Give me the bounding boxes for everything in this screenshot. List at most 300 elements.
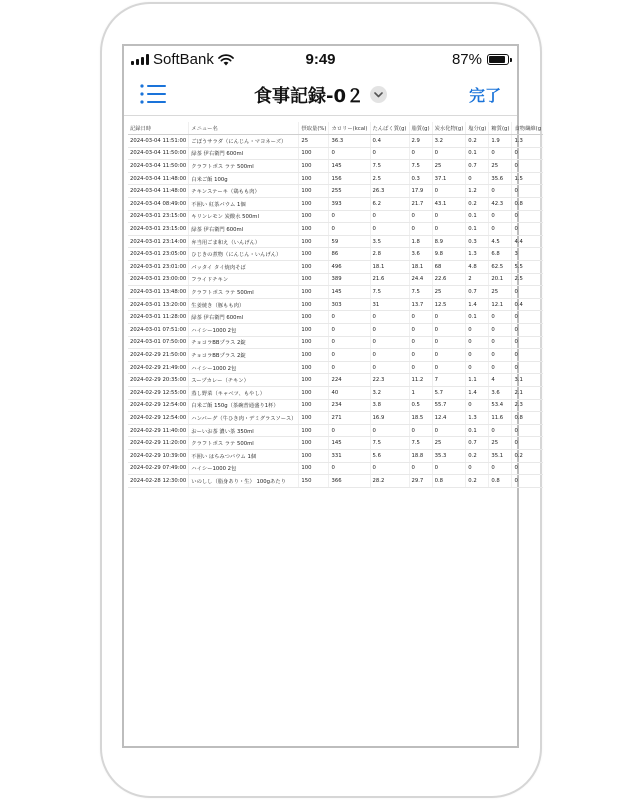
- table-cell[interactable]: 100: [299, 273, 329, 286]
- table-cell[interactable]: 100: [299, 298, 329, 311]
- table-cell[interactable]: 0.1: [466, 311, 489, 324]
- table-cell[interactable]: 2024-02-29 20:35:00: [128, 374, 189, 387]
- table-row[interactable]: [128, 336, 543, 349]
- table-cell[interactable]: 0: [512, 286, 543, 299]
- table-cell[interactable]: 0: [409, 311, 432, 324]
- table-cell[interactable]: ハンバーグ（牛ひき肉・デミグラスソース）: [189, 412, 299, 425]
- table-cell[interactable]: 100: [299, 311, 329, 324]
- table-cell[interactable]: 0.4: [370, 135, 409, 148]
- done-button[interactable]: 完了: [468, 86, 501, 105]
- table-cell[interactable]: 0: [512, 437, 543, 450]
- table-cell[interactable]: 25: [299, 135, 329, 148]
- table-row[interactable]: [128, 311, 543, 324]
- table-cell[interactable]: 2024-02-29 10:39:00: [128, 449, 189, 462]
- table-cell[interactable]: 0: [409, 462, 432, 475]
- table-cell[interactable]: 0: [432, 324, 466, 337]
- table-cell[interactable]: 4: [489, 374, 512, 387]
- table-cell[interactable]: 234: [329, 399, 370, 412]
- table-cell[interactable]: 0: [432, 311, 466, 324]
- table-cell[interactable]: 0: [409, 147, 432, 160]
- table-cell[interactable]: 2024-02-29 21:50:00: [128, 349, 189, 362]
- table-cell[interactable]: 145: [329, 437, 370, 450]
- table-cell[interactable]: 緑茶 伊右衛門 600ml: [189, 223, 299, 236]
- table-cell[interactable]: 0: [432, 462, 466, 475]
- table-cell[interactable]: 9.8: [432, 248, 466, 261]
- table-cell[interactable]: 2024-03-01 07:50:00: [128, 336, 189, 349]
- table-cell[interactable]: 100: [299, 462, 329, 475]
- table-cell[interactable]: 1.3: [512, 135, 543, 148]
- table-cell[interactable]: 6.8: [489, 248, 512, 261]
- table-cell[interactable]: 不囲い はちみつバウム 1個: [189, 449, 299, 462]
- table-cell[interactable]: 0: [432, 349, 466, 362]
- table-cell[interactable]: 2: [466, 273, 489, 286]
- table-cell[interactable]: 0: [489, 210, 512, 223]
- table-cell[interactable]: 1.2: [466, 185, 489, 198]
- table-cell[interactable]: 0: [329, 147, 370, 160]
- table-cell[interactable]: 12.1: [489, 298, 512, 311]
- table-cell[interactable]: 25: [432, 437, 466, 450]
- table-cell[interactable]: 2.5: [512, 273, 543, 286]
- table-cell[interactable]: 2024-03-04 11:48:00: [128, 172, 189, 185]
- table-cell[interactable]: 生姜焼き（豚もも肉）: [189, 298, 299, 311]
- table-cell[interactable]: 2024-02-29 11:40:00: [128, 424, 189, 437]
- table-row[interactable]: [128, 210, 543, 223]
- table-cell[interactable]: 100: [299, 399, 329, 412]
- table-cell[interactable]: 26.3: [370, 185, 409, 198]
- table-cell[interactable]: 16.9: [370, 412, 409, 425]
- table-cell[interactable]: 100: [299, 147, 329, 160]
- table-cell[interactable]: 7.5: [370, 286, 409, 299]
- table-row[interactable]: [128, 324, 543, 337]
- table-cell[interactable]: 0.8: [432, 475, 466, 488]
- table-cell[interactable]: 100: [299, 412, 329, 425]
- table-cell[interactable]: 1.1: [466, 374, 489, 387]
- table-cell[interactable]: 40: [329, 386, 370, 399]
- table-cell[interactable]: 0: [512, 361, 543, 374]
- table-cell[interactable]: 2024-03-01 23:05:00: [128, 248, 189, 261]
- table-cell[interactable]: 0.2: [466, 135, 489, 148]
- table-cell[interactable]: 100: [299, 172, 329, 185]
- table-cell[interactable]: 100: [299, 361, 329, 374]
- table-cell[interactable]: 0: [329, 324, 370, 337]
- table-cell[interactable]: 0: [489, 349, 512, 362]
- table-cell[interactable]: 0: [489, 223, 512, 236]
- table-cell[interactable]: 2024-02-29 12:54:00: [128, 399, 189, 412]
- table-cell[interactable]: 36.3: [329, 135, 370, 148]
- table-cell[interactable]: 0.7: [466, 286, 489, 299]
- table-cell[interactable]: 2024-03-01 23:00:00: [128, 273, 189, 286]
- table-cell[interactable]: 25: [489, 437, 512, 450]
- table-cell[interactable]: 18.5: [409, 412, 432, 425]
- table-cell[interactable]: パッタイ タイ焼肉そば: [189, 261, 299, 274]
- table-cell[interactable]: 2024-03-04 11:50:00: [128, 147, 189, 160]
- table-cell[interactable]: 100: [299, 449, 329, 462]
- table-cell[interactable]: 224: [329, 374, 370, 387]
- table-row[interactable]: [128, 374, 543, 387]
- table-cell[interactable]: 0: [466, 462, 489, 475]
- table-cell[interactable]: 3.5: [370, 235, 409, 248]
- table-cell[interactable]: 7.5: [409, 160, 432, 173]
- table-cell[interactable]: 0.1: [466, 147, 489, 160]
- table-row[interactable]: [128, 135, 543, 148]
- table-cell[interactable]: 0: [432, 147, 466, 160]
- table-row[interactable]: [128, 298, 543, 311]
- table-cell[interactable]: 0: [409, 349, 432, 362]
- table-cell[interactable]: 0: [489, 311, 512, 324]
- table-cell[interactable]: クラフトボス ラテ 500ml: [189, 160, 299, 173]
- table-cell[interactable]: 2024-03-01 13:20:00: [128, 298, 189, 311]
- table-cell[interactable]: 100: [299, 349, 329, 362]
- table-cell[interactable]: 0.8: [512, 412, 543, 425]
- table-cell[interactable]: 0.1: [466, 210, 489, 223]
- table-cell[interactable]: 1.4: [466, 298, 489, 311]
- table-cell[interactable]: 17.9: [409, 185, 432, 198]
- table-cell[interactable]: フライドチキン: [189, 273, 299, 286]
- table-cell[interactable]: 100: [299, 198, 329, 211]
- table-cell[interactable]: 2024-02-29 07:49:00: [128, 462, 189, 475]
- table-cell[interactable]: 18.1: [409, 261, 432, 274]
- table-cell[interactable]: 0: [512, 210, 543, 223]
- table-cell[interactable]: 86: [329, 248, 370, 261]
- table-row[interactable]: [128, 475, 543, 488]
- table-row[interactable]: [128, 361, 543, 374]
- table-cell[interactable]: 0.8: [489, 475, 512, 488]
- table-cell[interactable]: 3.2: [432, 135, 466, 148]
- table-cell[interactable]: 0: [489, 361, 512, 374]
- table-cell[interactable]: 0: [432, 424, 466, 437]
- table-cell[interactable]: 0.5: [409, 399, 432, 412]
- table-row[interactable]: [128, 273, 543, 286]
- table-cell[interactable]: 0: [466, 324, 489, 337]
- table-cell[interactable]: 255: [329, 185, 370, 198]
- table-cell[interactable]: 0: [512, 185, 543, 198]
- table-cell[interactable]: 100: [299, 437, 329, 450]
- table-cell[interactable]: 0.1: [466, 424, 489, 437]
- table-row[interactable]: [128, 147, 543, 160]
- table-cell[interactable]: 0: [512, 424, 543, 437]
- table-cell[interactable]: 2024-02-29 11:20:00: [128, 437, 189, 450]
- table-cell[interactable]: 緑茶 伊右衛門 600ml: [189, 311, 299, 324]
- table-cell[interactable]: 0: [432, 185, 466, 198]
- table-cell[interactable]: 0: [329, 361, 370, 374]
- table-cell[interactable]: いのしし（脂身あり・生） 100gあたり: [189, 475, 299, 488]
- table-cell[interactable]: 蒸し野菜（キャベツ、もやし）: [189, 386, 299, 399]
- table-cell[interactable]: 0: [409, 336, 432, 349]
- table-cell[interactable]: 2024-03-01 13:48:00: [128, 286, 189, 299]
- table-cell[interactable]: 145: [329, 286, 370, 299]
- table-cell[interactable]: 18.1: [370, 261, 409, 274]
- column-header[interactable]: 炭水化物(g): [432, 122, 466, 135]
- column-header[interactable]: 脂質(g): [409, 122, 432, 135]
- table-cell[interactable]: 1: [409, 386, 432, 399]
- table-cell[interactable]: 0: [370, 210, 409, 223]
- table-cell[interactable]: 100: [299, 160, 329, 173]
- table-cell[interactable]: 1.3: [466, 248, 489, 261]
- table-cell[interactable]: 0: [512, 324, 543, 337]
- table-cell[interactable]: 3.1: [512, 374, 543, 387]
- table-cell[interactable]: 2024-02-28 12:30:00: [128, 475, 189, 488]
- table-cell[interactable]: 22.3: [370, 374, 409, 387]
- table-cell[interactable]: 100: [299, 324, 329, 337]
- table-cell[interactable]: 31: [370, 298, 409, 311]
- table-cell[interactable]: 0: [329, 462, 370, 475]
- table-cell[interactable]: 0: [489, 324, 512, 337]
- table-cell[interactable]: 緑茶 伊右衛門 600ml: [189, 147, 299, 160]
- table-cell[interactable]: 2024-02-29 21:49:00: [128, 361, 189, 374]
- table-cell[interactable]: 0: [512, 160, 543, 173]
- table-cell[interactable]: 0: [512, 223, 543, 236]
- table-cell[interactable]: 156: [329, 172, 370, 185]
- table-cell[interactable]: 150: [299, 475, 329, 488]
- table-cell[interactable]: 2024-03-01 07:51:00: [128, 324, 189, 337]
- table-cell[interactable]: 1.4: [466, 386, 489, 399]
- column-header[interactable]: 食物繊維(g: [512, 122, 543, 135]
- table-cell[interactable]: 35.3: [432, 449, 466, 462]
- table-cell[interactable]: 29.7: [409, 475, 432, 488]
- table-cell[interactable]: 3.8: [370, 399, 409, 412]
- table-cell[interactable]: 2024-03-01 11:28:00: [128, 311, 189, 324]
- table-cell[interactable]: 2024-03-04 08:49:00: [128, 198, 189, 211]
- table-cell[interactable]: 0: [409, 324, 432, 337]
- table-cell[interactable]: 2024-03-04 11:51:00: [128, 135, 189, 148]
- table-cell[interactable]: 3.6: [489, 386, 512, 399]
- table-cell[interactable]: 0: [329, 336, 370, 349]
- table-cell[interactable]: 2024-03-01 23:01:00: [128, 261, 189, 274]
- table-cell[interactable]: 1.5: [512, 172, 543, 185]
- table-cell[interactable]: 弁当用ごま和え（いんげん）: [189, 235, 299, 248]
- table-cell[interactable]: キリンレモン 炭酸水 500ml: [189, 210, 299, 223]
- table-cell[interactable]: 0: [489, 424, 512, 437]
- table-cell[interactable]: チョコラBBプラス 2錠: [189, 349, 299, 362]
- table-cell[interactable]: 100: [299, 261, 329, 274]
- table-cell[interactable]: 0: [512, 147, 543, 160]
- table-cell[interactable]: 3.6: [409, 248, 432, 261]
- table-cell[interactable]: 25: [432, 160, 466, 173]
- table-row[interactable]: [128, 286, 543, 299]
- table-row[interactable]: [128, 198, 543, 211]
- table-cell[interactable]: 5.5: [512, 261, 543, 274]
- table-cell[interactable]: 2.3: [512, 399, 543, 412]
- table-cell[interactable]: 1.3: [466, 412, 489, 425]
- table-cell[interactable]: 0: [489, 462, 512, 475]
- table-cell[interactable]: 4.8: [466, 261, 489, 274]
- table-cell[interactable]: 7.5: [370, 437, 409, 450]
- table-row[interactable]: [128, 399, 543, 412]
- table-cell[interactable]: 18.8: [409, 449, 432, 462]
- table-cell[interactable]: クラフトボス ラテ 500ml: [189, 437, 299, 450]
- table-cell[interactable]: 0: [370, 424, 409, 437]
- column-header[interactable]: 糖質(g): [489, 122, 512, 135]
- table-cell[interactable]: 0: [370, 462, 409, 475]
- table-cell[interactable]: 白米ご飯 100g: [189, 172, 299, 185]
- column-header[interactable]: 摂取量(%): [299, 122, 329, 135]
- table-cell[interactable]: 2024-03-01 23:15:00: [128, 223, 189, 236]
- table-cell[interactable]: チョコラBBプラス 2錠: [189, 336, 299, 349]
- table-row[interactable]: [128, 248, 543, 261]
- table-cell[interactable]: 53.4: [489, 399, 512, 412]
- table-cell[interactable]: 5.7: [432, 386, 466, 399]
- table-cell[interactable]: 0.8: [512, 198, 543, 211]
- table-cell[interactable]: 6.2: [370, 198, 409, 211]
- table-cell[interactable]: 3.2: [370, 386, 409, 399]
- table-row[interactable]: [128, 437, 543, 450]
- table-cell[interactable]: 389: [329, 273, 370, 286]
- table-cell[interactable]: 0: [329, 349, 370, 362]
- table-cell[interactable]: 2.5: [370, 172, 409, 185]
- table-cell[interactable]: 2024-03-01 23:14:00: [128, 235, 189, 248]
- table-cell[interactable]: 11.6: [489, 412, 512, 425]
- table-cell[interactable]: 331: [329, 449, 370, 462]
- table-cell[interactable]: 62.5: [489, 261, 512, 274]
- table-cell[interactable]: 20.1: [489, 273, 512, 286]
- table-cell[interactable]: クラフトボス ラテ 500ml: [189, 286, 299, 299]
- table-cell[interactable]: 0: [512, 462, 543, 475]
- table-row[interactable]: [128, 223, 543, 236]
- table-cell[interactable]: おーいお茶 濃い茶 350ml: [189, 424, 299, 437]
- table-cell[interactable]: 4.5: [489, 235, 512, 248]
- table-cell[interactable]: 25: [489, 160, 512, 173]
- table-row[interactable]: [128, 462, 543, 475]
- table-cell[interactable]: 21.7: [409, 198, 432, 211]
- table-row[interactable]: [128, 235, 543, 248]
- table-row[interactable]: [128, 349, 543, 362]
- table-cell[interactable]: 0: [370, 147, 409, 160]
- table-cell[interactable]: 0.2: [466, 449, 489, 462]
- table-cell[interactable]: 0: [329, 424, 370, 437]
- table-cell[interactable]: 0: [370, 349, 409, 362]
- table-cell[interactable]: 0: [432, 361, 466, 374]
- table-cell[interactable]: 0: [466, 336, 489, 349]
- table-cell[interactable]: 0: [329, 210, 370, 223]
- table-cell[interactable]: 4.4: [512, 235, 543, 248]
- table-cell[interactable]: 0: [489, 185, 512, 198]
- table-cell[interactable]: 白米ご飯 150g（茶碗普通盛り1杯）: [189, 399, 299, 412]
- table-cell[interactable]: 28.2: [370, 475, 409, 488]
- table-cell[interactable]: 0.2: [466, 198, 489, 211]
- table-cell[interactable]: 21.6: [370, 273, 409, 286]
- table-cell[interactable]: 0: [370, 223, 409, 236]
- spreadsheet-view[interactable]: [128, 122, 542, 488]
- table-row[interactable]: [128, 160, 543, 173]
- table-cell[interactable]: 7: [432, 374, 466, 387]
- table-cell[interactable]: 303: [329, 298, 370, 311]
- table-cell[interactable]: 5.6: [370, 449, 409, 462]
- table-cell[interactable]: 145: [329, 160, 370, 173]
- table-cell[interactable]: 43.1: [432, 198, 466, 211]
- table-row[interactable]: [128, 449, 543, 462]
- table-cell[interactable]: 0: [329, 223, 370, 236]
- title-menu-button[interactable]: [370, 86, 387, 103]
- table-cell[interactable]: 25: [489, 286, 512, 299]
- table-cell[interactable]: 0: [409, 424, 432, 437]
- table-cell[interactable]: 0: [512, 336, 543, 349]
- table-cell[interactable]: 0: [370, 324, 409, 337]
- table-cell[interactable]: ハイシー1000 2包: [189, 462, 299, 475]
- table-cell[interactable]: 2.9: [409, 135, 432, 148]
- table-cell[interactable]: 8.9: [432, 235, 466, 248]
- table-cell[interactable]: 2024-03-04 11:50:00: [128, 160, 189, 173]
- column-header[interactable]: カロリー(kcal): [329, 122, 370, 135]
- table-cell[interactable]: 2024-02-29 12:54:00: [128, 412, 189, 425]
- table-row[interactable]: [128, 386, 543, 399]
- table-cell[interactable]: 24.4: [409, 273, 432, 286]
- table-cell[interactable]: 100: [299, 210, 329, 223]
- table-cell[interactable]: 13.7: [409, 298, 432, 311]
- table-row[interactable]: [128, 412, 543, 425]
- table-cell[interactable]: 0: [329, 311, 370, 324]
- table-cell[interactable]: 42.3: [489, 198, 512, 211]
- table-cell[interactable]: 55.7: [432, 399, 466, 412]
- table-cell[interactable]: 100: [299, 336, 329, 349]
- table-cell[interactable]: 12.4: [432, 412, 466, 425]
- table-cell[interactable]: 100: [299, 424, 329, 437]
- table-cell[interactable]: 0: [370, 311, 409, 324]
- table-cell[interactable]: 0: [466, 361, 489, 374]
- table-cell[interactable]: ハイシー1000 2包: [189, 324, 299, 337]
- table-cell[interactable]: 0.7: [466, 437, 489, 450]
- table-cell[interactable]: 0.2: [512, 449, 543, 462]
- table-cell[interactable]: 0: [489, 147, 512, 160]
- table-cell[interactable]: 0: [512, 475, 543, 488]
- table-cell[interactable]: 0: [489, 336, 512, 349]
- table-cell[interactable]: 2.8: [370, 248, 409, 261]
- table-cell[interactable]: 1.9: [489, 135, 512, 148]
- table-row[interactable]: [128, 261, 543, 274]
- column-header[interactable]: たんぱく質(g): [370, 122, 409, 135]
- table-cell[interactable]: 0.2: [466, 475, 489, 488]
- table-cell[interactable]: スープカレー（チキン）: [189, 374, 299, 387]
- table-cell[interactable]: 1.8: [409, 235, 432, 248]
- table-cell[interactable]: 35.6: [489, 172, 512, 185]
- table-cell[interactable]: 7.5: [409, 286, 432, 299]
- column-header[interactable]: メニュー名: [189, 122, 299, 135]
- table-cell[interactable]: 100: [299, 286, 329, 299]
- table-cell[interactable]: 100: [299, 386, 329, 399]
- table-cell[interactable]: 2024-02-29 12:55:00: [128, 386, 189, 399]
- table-cell[interactable]: 0: [370, 361, 409, 374]
- column-header[interactable]: 記録日時: [128, 122, 189, 135]
- table-cell[interactable]: 7.5: [409, 437, 432, 450]
- table-cell[interactable]: 12.5: [432, 298, 466, 311]
- table-cell[interactable]: 7.5: [370, 160, 409, 173]
- table-cell[interactable]: 0.3: [409, 172, 432, 185]
- table-cell[interactable]: チキンステーキ（鶏もも肉）: [189, 185, 299, 198]
- table-cell[interactable]: 不囲い 紅茶バウム 1個: [189, 198, 299, 211]
- table-cell[interactable]: 35.1: [489, 449, 512, 462]
- table-cell[interactable]: 0: [432, 223, 466, 236]
- table-cell[interactable]: 0: [466, 399, 489, 412]
- table-cell[interactable]: ハイシー1000 2包: [189, 361, 299, 374]
- table-cell[interactable]: 2024-03-01 23:15:00: [128, 210, 189, 223]
- table-cell[interactable]: 22.6: [432, 273, 466, 286]
- table-cell[interactable]: 0: [409, 210, 432, 223]
- table-cell[interactable]: 2.1: [512, 386, 543, 399]
- table-cell[interactable]: 271: [329, 412, 370, 425]
- table-cell[interactable]: 0.3: [466, 235, 489, 248]
- table-row[interactable]: [128, 424, 543, 437]
- table-cell[interactable]: 37.1: [432, 172, 466, 185]
- table-cell[interactable]: 59: [329, 235, 370, 248]
- table-row[interactable]: [128, 172, 543, 185]
- table-cell[interactable]: 0.4: [512, 298, 543, 311]
- table-cell[interactable]: ひじきの煮物（にんじん・いんげん）: [189, 248, 299, 261]
- table-cell[interactable]: 366: [329, 475, 370, 488]
- table-cell[interactable]: 0: [432, 336, 466, 349]
- table-cell[interactable]: 0: [409, 223, 432, 236]
- table-cell[interactable]: 25: [432, 286, 466, 299]
- table-cell[interactable]: 0.1: [466, 223, 489, 236]
- table-cell[interactable]: 100: [299, 185, 329, 198]
